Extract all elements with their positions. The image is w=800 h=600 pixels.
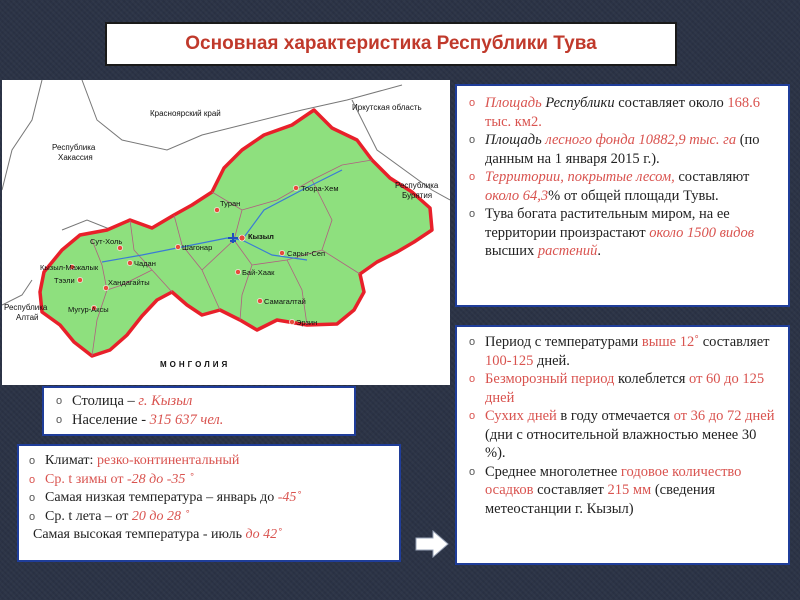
svg-text:Кызыл-Мажалык: Кызыл-Мажалык: [40, 263, 99, 272]
text-red: годовое количество осадков: [485, 463, 742, 498]
svg-text:Эрзин: Эрзин: [296, 318, 318, 327]
circle-bullet-icon: o: [29, 510, 36, 523]
text: составляет: [533, 482, 608, 498]
label-buryatia-1: Республика: [395, 181, 439, 190]
circle-bullet-icon: o: [56, 413, 63, 426]
text-red: 20 до 28 ˚: [131, 508, 190, 524]
circle-bullet-icon: o: [56, 395, 63, 407]
svg-text:Туран: Туран: [220, 199, 241, 208]
text-red: 215 мм: [607, 482, 652, 498]
text-red: -28 до -35 ˚: [126, 471, 194, 487]
warm-period-item: [465, 333, 780, 370]
circle-bullet-icon: o: [469, 208, 476, 220]
circle-bullet-icon: o: [29, 492, 36, 504]
label-buryatia-2: Бурятия: [402, 191, 433, 200]
forest-fund-item: [465, 131, 780, 168]
text-red: Площадь: [485, 95, 542, 111]
text: Период с температурами: [485, 334, 642, 350]
text: Среднее многолетнее: [485, 463, 621, 480]
svg-text:Тээли: Тээли: [54, 276, 75, 285]
text: дней.: [533, 352, 570, 369]
text-red: около 1500 видов: [649, 224, 755, 241]
text: .: [597, 243, 601, 259]
circle-bullet-icon: o: [469, 465, 476, 478]
text: высших: [485, 243, 538, 259]
summer-temp-item: [25, 508, 393, 527]
climate-item: [25, 452, 393, 471]
text-red: 168.6 тыс. км2.: [485, 95, 760, 130]
dry-days-item: [465, 407, 780, 463]
text-red: Сухих дней: [485, 408, 557, 424]
label-altai-2: Алтай: [16, 313, 39, 322]
map-svg: [2, 80, 450, 385]
text-red: Ср. t зимы от: [45, 471, 127, 487]
capital-panel: [42, 386, 356, 436]
city-kyzyl-mazhalyk: [40, 263, 99, 272]
area-item: [465, 94, 780, 131]
city-samagaltay: [257, 297, 305, 306]
text-red: 10882,9 тыс. га: [638, 132, 737, 148]
text-red: резко-континентальный: [96, 453, 240, 468]
circle-bullet-icon: o: [29, 473, 36, 486]
svg-text:Бай-Хаак: Бай-Хаак: [242, 268, 275, 277]
city-bay-khaak: [235, 268, 275, 277]
text-red: от 60 до 125 дней: [485, 371, 765, 406]
svg-text:Чадан: Чадан: [134, 259, 156, 268]
text-red: растений: [537, 243, 598, 259]
capital-item: [52, 392, 348, 411]
svg-text:Самагалтай: Самагалтай: [264, 297, 306, 306]
svg-text:Сарыг-Сеп: Сарыг-Сеп: [287, 249, 326, 258]
text: (по данным на 1 января 2015 г.).: [485, 132, 760, 167]
text-red: Территории, покрытые лесом,: [485, 169, 675, 185]
text: Столица –: [72, 393, 139, 409]
forest-coverage-item: [465, 168, 780, 205]
climate-period-panel: [455, 325, 790, 565]
text-red: до 42˚: [245, 527, 282, 542]
precipitation-item: [465, 463, 780, 519]
text-red: выше 12˚: [641, 334, 700, 350]
area-panel: [455, 84, 790, 307]
text: Население -: [72, 411, 150, 428]
text-red: лесного фонда: [541, 132, 639, 148]
text: составляет около: [618, 95, 728, 111]
text: Ср. t лета – от: [45, 508, 132, 524]
svg-text:Сут-Холь: Сут-Холь: [90, 237, 123, 246]
text: Площадь: [485, 132, 542, 148]
svg-text:Кызыл: Кызыл: [248, 232, 274, 241]
circle-bullet-icon: o: [29, 455, 36, 467]
label-mongolia: МОНГОЛИЯ: [160, 360, 231, 369]
winter-temp-item: [25, 471, 393, 490]
text: (сведения метеостанции г. Кызыл): [485, 482, 716, 517]
svg-text:Хандагайты: Хандагайты: [108, 278, 150, 287]
circle-bullet-icon: o: [469, 134, 476, 146]
text: Республики: [541, 95, 619, 111]
svg-text:Мугур-Аксы: Мугур-Аксы: [68, 305, 109, 314]
text: Самая низкая температура – январь до: [45, 490, 278, 505]
population-item: [52, 411, 348, 430]
frost-free-item: [465, 370, 780, 407]
text-red: г. Кызыл: [138, 393, 193, 409]
tuva-map: [2, 80, 450, 385]
label-khakassia-1: Республика: [52, 143, 96, 152]
climate-panel: [17, 444, 401, 562]
circle-bullet-icon: o: [469, 373, 476, 385]
circle-bullet-icon: o: [469, 97, 476, 109]
label-krasnoyarsk: Красноярский край: [150, 109, 221, 118]
right-arrow-icon: [415, 530, 449, 558]
city-mugur-aksy: [68, 305, 109, 314]
flora-item: [465, 205, 780, 261]
label-khakassia-2: Хакассия: [58, 153, 93, 162]
city-sarygh-sep: [279, 249, 325, 258]
lowest-temp-item: [25, 489, 393, 508]
text-red: от 36 до 72 дней: [673, 408, 775, 424]
svg-text:Тоора-Хем: Тоора-Хем: [301, 184, 339, 193]
text-red: Безморозный период: [485, 371, 615, 387]
text: % от общей площади Тувы.: [548, 187, 719, 204]
label-irkutsk: Иркутская область: [352, 103, 422, 112]
text-red: 315 637 чел.: [149, 411, 224, 428]
text: (дни с относительной влажностью менее 30 %).: [485, 426, 757, 461]
circle-bullet-icon: o: [469, 410, 476, 422]
circle-bullet-icon: o: [469, 171, 476, 183]
slide-title: Основная характеристика Республики Тува: [105, 22, 677, 66]
text: колеблется: [614, 371, 690, 387]
text: Тува богата растительным миром, на ее территории произрастают: [485, 206, 730, 241]
city-toora-khem: [293, 184, 338, 193]
svg-text:Шагонар: Шагонар: [182, 243, 213, 252]
text: Климат:: [45, 453, 97, 468]
text: составляет: [699, 334, 770, 350]
label-altai-1: Республика: [4, 303, 48, 312]
text-red: -45˚: [277, 490, 302, 505]
text-red: 100-125: [485, 352, 534, 369]
text: составляют: [674, 169, 750, 185]
text-red: около 64,3: [485, 187, 549, 204]
circle-bullet-icon: o: [469, 336, 476, 348]
highest-temp-line: [25, 526, 393, 545]
text: в году отмечается: [556, 408, 674, 424]
text: Самая высокая температура - июль: [33, 527, 246, 542]
